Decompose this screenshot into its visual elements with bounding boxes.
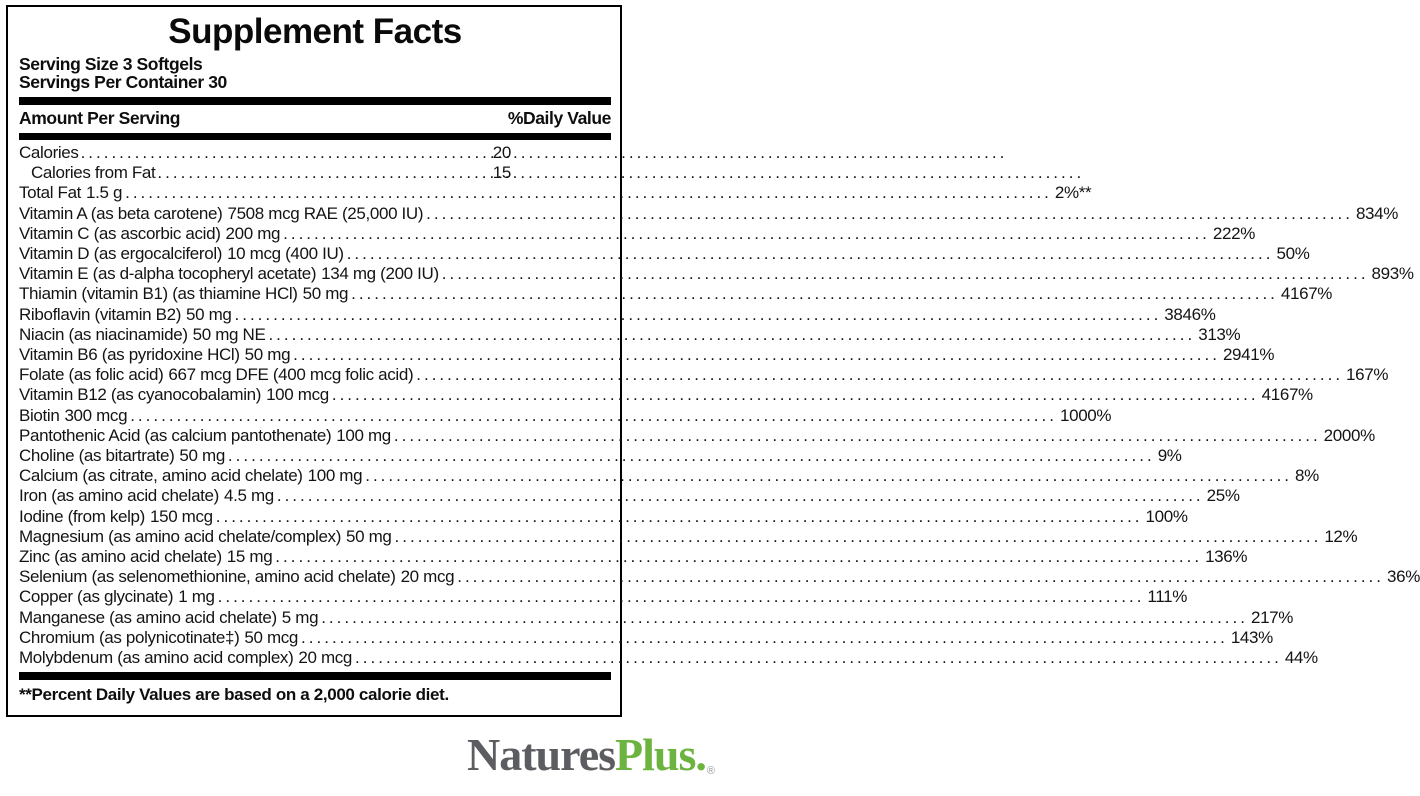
- nutrient-daily-value: 1000%: [1059, 405, 1112, 425]
- servings-per-container-text: Servings Per Container 30: [19, 72, 227, 92]
- nutrient-amount: 150 mcg: [149, 506, 213, 526]
- nutrient-name: Vitamin D (as ergocalciferol): [19, 244, 223, 264]
- nutrient-amount: 20 mcg: [400, 567, 455, 587]
- nutrient-amount: 50 mg: [179, 446, 225, 466]
- daily-value-cell: [423, 204, 1398, 224]
- brand-logo: [466, 729, 715, 794]
- daily-value-cell: [265, 325, 1240, 345]
- nutrient-name: Manganese (as amino acid chelate): [19, 607, 277, 627]
- column-headers: [19, 105, 611, 131]
- nutrient-daily-value: 167%: [1346, 365, 1389, 385]
- nutrient-name: Selenium (as selenomethionine, amino acid chelate): [19, 567, 396, 587]
- brand-name-natures: Natures: [466, 729, 616, 780]
- dot-leader: [355, 648, 1282, 668]
- nutrient-daily-value: 50%: [1276, 244, 1310, 264]
- nutrient-name: Folate (as folic acid): [19, 365, 164, 385]
- nutrient-daily-value: 2941%: [1222, 345, 1275, 365]
- nutrient-row: [19, 183, 1092, 203]
- daily-value-cell: [127, 406, 1111, 426]
- panel-title: Supplement Facts: [168, 12, 462, 51]
- dot-leader: [125, 183, 1052, 203]
- dot-leader: [351, 284, 1278, 304]
- dot-leader: [426, 204, 1353, 224]
- nutrient-daily-value: 4167%: [1280, 284, 1333, 304]
- dot-leader: [218, 587, 1145, 607]
- daily-value-cell: [225, 446, 1182, 466]
- nutrient-row: [19, 425, 1375, 446]
- nutrient-row: [19, 567, 1420, 587]
- nutrient-daily-value: 222%: [1212, 223, 1255, 243]
- nutrient-row: [19, 304, 1216, 325]
- daily-value-cell: [391, 426, 1375, 446]
- nutrient-amount: 20 mcg: [298, 648, 353, 668]
- nutrient-row: [19, 627, 1273, 648]
- nutrient-amount: 1.5 g: [86, 183, 123, 203]
- nutrient-amount: 50 mg: [346, 526, 392, 546]
- daily-value-footnote: **Percent Daily Values are based on a 2,000 calorie diet.: [19, 684, 449, 704]
- dot-leader: [416, 365, 1343, 385]
- daily-value-cell: [272, 547, 1247, 567]
- nutrient-name: Total Fat: [19, 183, 82, 203]
- daily-value-cell: [232, 305, 1216, 325]
- nutrient-row: [19, 203, 1399, 224]
- nutrient-row: [19, 506, 1188, 527]
- nutrient-name: Vitamin E (as d-alpha tocopheryl acetate): [19, 264, 317, 284]
- nutrient-row: [19, 547, 1248, 567]
- daily-value-cell: [280, 224, 1255, 244]
- nutrient-amount: 50 mg NE: [192, 324, 266, 344]
- nutrient-name: Biotin: [19, 405, 60, 425]
- nutrient-row: [19, 244, 1310, 264]
- nutrient-row: [19, 587, 1187, 607]
- nutrient-daily-value: 2000%: [1323, 425, 1375, 445]
- nutrient-row: [19, 648, 1318, 668]
- daily-value-header: %Daily Value: [507, 107, 611, 128]
- dot-leader: [395, 527, 1322, 547]
- nutrient-amount: 100 mg: [307, 466, 363, 486]
- nutrient-row: [19, 385, 1313, 405]
- dot-leader: [216, 507, 1143, 527]
- dot-leader: [81, 143, 490, 163]
- dot-leader: [365, 466, 1292, 486]
- nutrient-name: Calcium (as citrate, amino acid chelate): [19, 466, 303, 486]
- dot-leader: [347, 244, 1274, 264]
- daily-value-cell: [329, 385, 1313, 405]
- nutrient-rows: [19, 143, 1420, 668]
- nutrient-name: Vitamin B12 (as cyanocobalamin): [19, 385, 262, 405]
- nutrient-row: [19, 345, 1275, 365]
- dot-leader: [268, 325, 1195, 345]
- daily-value-cell: [122, 183, 1091, 203]
- nutrient-amount: 200 mg: [225, 223, 281, 243]
- daily-value-cell: [348, 284, 1332, 304]
- nutrient-row: [19, 284, 1333, 304]
- nutrient-amount: 50 mg: [244, 345, 291, 365]
- nutrient-daily-value: 136%: [1205, 547, 1248, 567]
- nutrient-name: Vitamin B6 (as pyridoxine HCl): [19, 345, 240, 365]
- nutrient-row: [19, 365, 1389, 385]
- nutrient-row: [19, 223, 1255, 244]
- daily-value-cell: [290, 345, 1274, 365]
- daily-value-cell: [392, 527, 1358, 547]
- nutrient-amount: 15: [492, 163, 511, 183]
- daily-value-cell: [362, 466, 1319, 486]
- supplement-facts-panel: [6, 5, 1420, 717]
- nutrient-name: Vitamin A (as beta carotene): [19, 203, 223, 223]
- nutrient-daily-value: 217%: [1250, 607, 1294, 627]
- nutrient-name: Zinc (as amino acid chelate): [19, 547, 222, 567]
- nutrient-name: Magnesium (as amino acid chelate/complex): [19, 526, 342, 546]
- serving-size-text: Serving Size 3 Softgels: [19, 54, 203, 74]
- nutrient-daily-value: 8%: [1295, 466, 1319, 486]
- daily-value-cell: [298, 628, 1273, 648]
- dot-leader: [301, 628, 1228, 648]
- nutrient-daily-value: 36%: [1387, 567, 1420, 587]
- nutrient-amount: 667 mcg DFE (400 mcg folic acid): [168, 365, 414, 385]
- brand-name-plus: Plus.: [615, 729, 706, 780]
- nutrient-daily-value: 9%: [1157, 446, 1182, 466]
- nutrient-name: Calories from Fat: [31, 163, 156, 183]
- nutrient-name: Chromium (as polynicotinate‡): [19, 627, 240, 647]
- dot-leader: [283, 224, 1210, 244]
- dot-leader: [235, 305, 1162, 325]
- dot-leader: [332, 385, 1259, 405]
- nutrient-name: Thiamin (vitamin B1) (as thiamine HCl): [19, 284, 298, 304]
- nutrient-name: Iron (as amino acid chelate): [19, 486, 219, 506]
- nutrient-amount: 20: [492, 143, 511, 162]
- nutrient-amount: 10 mcg (400 IU): [227, 244, 344, 264]
- dot-leader: [228, 446, 1155, 466]
- nutrient-name: Calories: [19, 143, 79, 162]
- nutrient-amount: 50 mg: [302, 284, 349, 304]
- nutrient-row: [19, 526, 1358, 547]
- nutrient-row: [19, 264, 1414, 284]
- nutrient-amount: 100 mcg: [266, 385, 329, 405]
- nutrient-name: Niacin (as niacinamide): [19, 324, 188, 344]
- dot-leader: [130, 406, 1057, 426]
- daily-value-cell: [413, 365, 1388, 385]
- nutrient-row: [19, 486, 1240, 506]
- divider-bar: [19, 672, 611, 680]
- nutrient-daily-value: 44%: [1284, 648, 1318, 668]
- nutrient-amount: 100 mg: [336, 425, 391, 445]
- nutrient-row: [19, 163, 611, 183]
- nutrient-amount: 1 mg: [178, 587, 215, 607]
- nutrient-amount: 5 mg: [281, 607, 319, 627]
- nutrient-row: [19, 466, 1319, 486]
- nutrient-name: Pantothenic Acid (as calcium pantothenate): [19, 425, 332, 445]
- nutrient-amount: 300 mcg: [64, 405, 128, 425]
- daily-value-cell: [439, 264, 1414, 284]
- nutrient-daily-value: 12%: [1324, 526, 1358, 546]
- amount-per-serving-header: Amount Per Serving: [19, 107, 181, 128]
- nutrient-daily-value: 100%: [1145, 506, 1188, 526]
- daily-value-cell: [213, 507, 1188, 527]
- nutrient-amount: 15 mg: [226, 547, 273, 567]
- nutrient-daily-value: 2%**: [1054, 183, 1092, 203]
- nutrient-daily-value: 3846%: [1164, 304, 1216, 324]
- dot-leader: [321, 608, 1248, 628]
- nutrient-daily-value: 834%: [1355, 203, 1399, 223]
- nutrient-row: [19, 607, 1294, 628]
- nutrient-daily-value: 313%: [1198, 324, 1241, 344]
- dot-leader: [394, 426, 1321, 446]
- nutrient-amount: 50 mcg: [244, 627, 299, 647]
- nutrient-row: [19, 324, 1241, 345]
- daily-value-cell: [274, 486, 1240, 506]
- dot-leader: [293, 345, 1220, 365]
- nutrient-daily-value: 111%: [1147, 587, 1187, 607]
- nutrient-daily-value: 143%: [1230, 627, 1273, 647]
- dot-leader: [457, 567, 1384, 587]
- dot-leader: [275, 547, 1202, 567]
- divider-bar: [19, 97, 611, 105]
- nutrient-amount: 134 mg (200 IU): [321, 264, 439, 284]
- nutrient-amount: 7508 mcg RAE (25,000 IU): [227, 203, 424, 223]
- nutrient-amount: 50 mg: [186, 304, 232, 324]
- nutrient-name: Copper (as glycinate): [19, 587, 174, 607]
- nutrient-row: [19, 446, 1182, 466]
- nutrient-row: [19, 405, 1112, 426]
- daily-value-cell: [352, 648, 1318, 668]
- nutrient-daily-value: 4167%: [1261, 385, 1313, 405]
- daily-value-cell: [511, 143, 611, 163]
- nutrient-row: [19, 143, 611, 163]
- dot-leader: [157, 163, 489, 183]
- nutrient-amount: 4.5 mg: [223, 486, 274, 506]
- registered-trademark-icon: ®: [706, 765, 715, 777]
- daily-value-cell: [215, 587, 1187, 607]
- daily-value-cell: [344, 244, 1310, 264]
- dot-leader: [277, 486, 1204, 506]
- nutrient-name: Iodine (from kelp): [19, 506, 145, 526]
- divider-bar: [19, 133, 611, 141]
- nutrient-daily-value: 893%: [1371, 264, 1414, 284]
- daily-value-cell: [511, 163, 611, 183]
- daily-value-cell: [318, 608, 1293, 628]
- dot-leader: [442, 264, 1369, 284]
- nutrient-name: Choline (as bitartrate): [19, 446, 175, 466]
- nutrient-daily-value: 25%: [1206, 486, 1240, 506]
- nutrient-name: Vitamin C (as ascorbic acid): [19, 223, 221, 243]
- daily-value-cell: [454, 567, 1420, 587]
- nutrient-name: Molybdenum (as amino acid complex): [19, 648, 294, 668]
- nutrient-name: Riboflavin (vitamin B2): [19, 304, 182, 324]
